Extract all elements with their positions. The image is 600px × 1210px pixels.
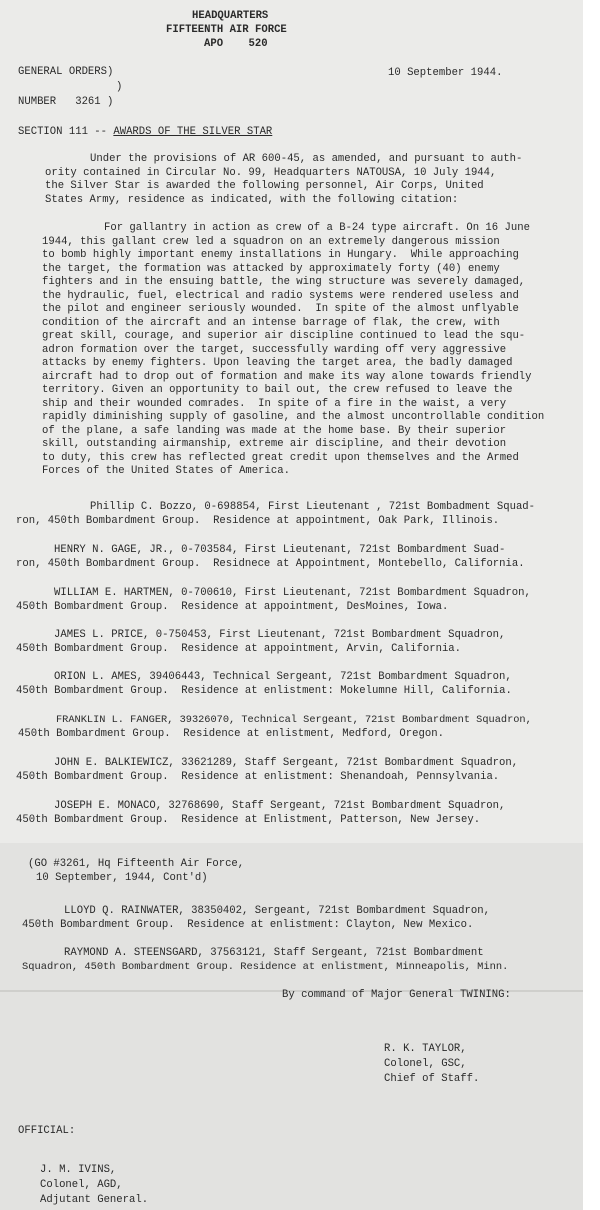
recipient-line: ron, 450th Bombardment Group. Residnece at Appointment, Montebello, California. bbox=[16, 557, 525, 570]
recipient-line: JOHN E. BALKIEWICZ, 33621289, Staff Sergeant, 721st Bombardment Squadron, bbox=[54, 757, 519, 769]
orders-date: 10 September 1944. bbox=[388, 67, 503, 79]
citation-line: of the plane, a safe landing was made at the home base. By their superior bbox=[42, 424, 507, 437]
official-label: OFFICIAL: bbox=[18, 1125, 76, 1137]
command-line: By command of Major General TWINING: bbox=[282, 989, 511, 1001]
section-heading bbox=[18, 126, 272, 140]
citation-line: condition of the aircraft and an intense barrage of flak, the crew, with bbox=[42, 316, 500, 329]
citation-line: the hydraulic, fuel, electrical and radio systems were rendered useless and bbox=[42, 289, 519, 302]
recipient-entry bbox=[16, 800, 586, 827]
recipient-line: ORION L. AMES, 39406443, Technical Sergeant, 721st Bombardment Squadron, bbox=[54, 671, 512, 683]
citation-line: Forces of the United States of America. bbox=[42, 465, 290, 477]
recipient-line: LLOYD Q. RAINWATER, 38350402, Sergeant, 721st Bombardment Squadron, bbox=[64, 905, 490, 917]
citation-line: the target, the formation was attacked by approximately forty (40) enemy bbox=[42, 262, 500, 275]
header-line-2: FIFTEENTH AIR FORCE bbox=[166, 24, 287, 36]
orders-label-1: GENERAL ORDERS) bbox=[18, 66, 114, 78]
signature-title: Chief of Staff. bbox=[384, 1073, 480, 1085]
recipient-entry bbox=[22, 905, 582, 932]
header-line-3: APO 520 bbox=[204, 38, 268, 50]
recipient-line: 450th Bombardment Group. Residence at appointment, Arvin, California. bbox=[16, 642, 462, 655]
recipient-entry bbox=[22, 947, 582, 974]
citation-line: 1944, this gallant crew led a squadron on an extremely dangerous mission bbox=[42, 235, 500, 248]
recipient-line: JAMES L. PRICE, 0-750453, First Lieutenant, 721st Bombardment Squadron, bbox=[54, 629, 506, 641]
recipient-entry bbox=[16, 629, 586, 656]
citation-line: to bomb highly important enemy installations in Hungary. While approaching bbox=[42, 249, 519, 261]
recipient-entry bbox=[18, 714, 588, 741]
header-line-1: HEADQUARTERS bbox=[192, 10, 269, 22]
citation-line: skill, outstanding airmanship, extreme air discipline, and their devotion bbox=[42, 438, 507, 450]
citation-line: aircraft had to drop out of formation and make its way alone towards friendly bbox=[42, 370, 532, 383]
intro-line: ority contained in Circular No. 99, Headquarters NATOUSA, 10 July 1944, bbox=[45, 166, 497, 179]
orders-label-2: ) bbox=[116, 81, 123, 93]
citation-line: territory. Given an opportunity to bail out, the crew refused to leave the bbox=[42, 384, 513, 396]
citation-line: fighters and in the ensuing battle, the wing structure was severely damaged, bbox=[42, 276, 526, 288]
recipient-line: 450th Bombardment Group. Residence at enlistment: Mokelumne Hill, California. bbox=[16, 684, 512, 697]
section-prefix: SECTION 111 -- bbox=[18, 126, 114, 138]
official-title: Adjutant General. bbox=[40, 1194, 149, 1206]
signature-name: R. K. TAYLOR, bbox=[384, 1043, 467, 1055]
recipient-entry bbox=[16, 544, 586, 571]
section-title: AWARDS OF THE SILVER STAR bbox=[113, 126, 273, 138]
recipient-line: 450th Bombardment Group. Residence at Enlistment, Patterson, New Jersey. bbox=[16, 813, 481, 826]
intro-line: Under the provisions of AR 600-45, as amended, and pursuant to auth- bbox=[90, 153, 523, 165]
recipient-entry bbox=[16, 757, 586, 784]
recipient-line: WILLIAM E. HARTMEN, 0-700610, First Lieutenant, 721st Bombardment Squadron, bbox=[54, 587, 531, 599]
recipient-line: 450th Bombardment Group. Residence at enlistment: Shenandoah, Pennsylvania. bbox=[16, 770, 500, 783]
recipient-line: JOSEPH E. MONACO, 32768690, Staff Sergeant, 721st Bombardment Squadron, bbox=[54, 800, 506, 812]
citation-line: attacks by enemy fighters. Upon leaving the target area, the badly damaged bbox=[42, 357, 513, 369]
recipient-entry bbox=[16, 671, 586, 698]
recipient-line: FRANKLIN L. FANGER, 39326070, Technical Sergeant, 721st Bombardment Squadron, bbox=[56, 714, 532, 726]
recipient-line: HENRY N. GAGE, JR., 0-703584, First Lieutenant, 721st Bombardment Suad- bbox=[54, 544, 506, 556]
recipient-line: Squadron, 450th Bombardment Group. Residence at enlistment, Minneapolis, Minn. bbox=[22, 960, 509, 973]
citation-line: adron formation over the target, successfully warding off very aggressive bbox=[42, 343, 507, 356]
page-two bbox=[0, 843, 583, 1210]
recipient-line: Phillip C. Bozzo, 0-698854, First Lieutenant , 721st Bombadment Squad- bbox=[90, 501, 536, 513]
intro-line: States Army, residence as indicated, with the following citation: bbox=[45, 193, 459, 206]
continued-line-2: 10 September, 1944, Cont'd) bbox=[36, 872, 208, 884]
citation-line: ship and their wounded comrades. In spite of a fire in the waist, a very bbox=[42, 397, 507, 410]
continued-line-1: (GO #3261, Hq Fifteenth Air Force, bbox=[28, 858, 245, 870]
recipient-line: RAYMOND A. STEENSGARD, 37563121, Staff Sergeant, 721st Bombardment bbox=[64, 947, 484, 959]
recipient-entry bbox=[16, 587, 586, 614]
official-rank: Colonel, AGD, bbox=[40, 1179, 123, 1191]
citation-paragraph bbox=[42, 222, 582, 479]
official-name: J. M. IVINS, bbox=[40, 1164, 117, 1176]
citation-line: to duty, this crew has reflected great credit upon themselves and the Armed bbox=[42, 451, 519, 464]
citation-line: the pilot and engineer seriously wounded. In spite of the almost unflyable bbox=[42, 303, 519, 315]
recipient-entry bbox=[16, 501, 586, 528]
citation-line: rapidly diminishing supply of gasoline, and the almost uncontrollable condition bbox=[42, 411, 545, 423]
intro-paragraph bbox=[45, 153, 565, 207]
citation-line: great skill, courage, and superior air discipline continued to lead the squ- bbox=[42, 330, 526, 342]
signature-rank: Colonel, GSC, bbox=[384, 1058, 467, 1070]
citation-line: For gallantry in action as crew of a B-24 type aircraft. On 16 June bbox=[104, 222, 530, 234]
recipient-line: 450th Bombardment Group. Residence at enlistment: Clayton, New Mexico. bbox=[22, 918, 474, 931]
intro-line: the Silver Star is awarded the following personnel, Air Corps, United bbox=[45, 180, 484, 193]
recipient-line: 450th Bombardment Group. Residence at appointment, DesMoines, Iowa. bbox=[16, 600, 449, 613]
recipient-line: 450th Bombardment Group. Residence at enlistment, Medford, Oregon. bbox=[18, 727, 444, 740]
orders-number: NUMBER 3261 ) bbox=[18, 96, 114, 108]
recipient-line: ron, 450th Bombardment Group. Residence at appointment, Oak Park, Illinois. bbox=[16, 514, 500, 527]
